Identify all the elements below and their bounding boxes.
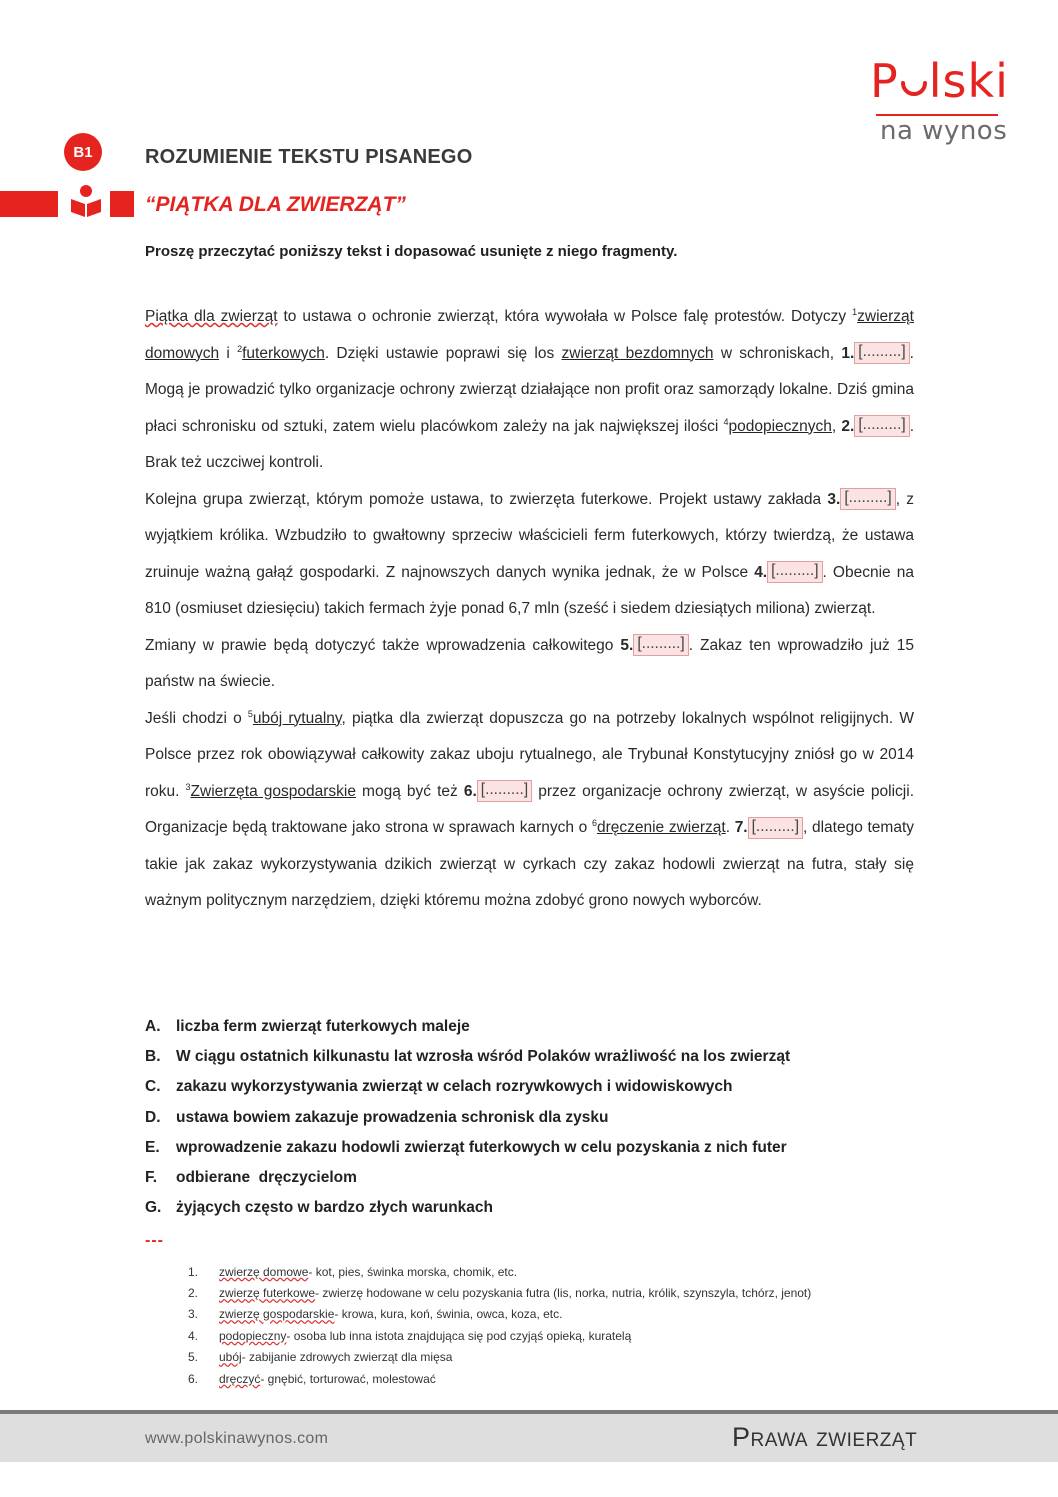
option-c bbox=[145, 1078, 925, 1108]
glossary-definition: - osoba lub inna istota znajdująca się pod czyjąś opieką, kuratelą bbox=[286, 1328, 632, 1343]
glossary-term: podopiecznych bbox=[728, 417, 832, 435]
gap-blank[interactable]: [.........] bbox=[767, 561, 822, 583]
red-bar-right bbox=[110, 191, 134, 217]
answer-options bbox=[145, 1018, 925, 1229]
text-span: . Obecnie na 810 (osmiuset dziesięciu) takich fermach żyje ponad 6,7 mln (sześć i siedem dziesiątych miliona) zwierząt. bbox=[145, 563, 914, 617]
glossary-term: dręczyć bbox=[219, 1371, 261, 1386]
text-span: mogą być też bbox=[356, 782, 464, 800]
text-span: przez organizacje ochrony zwierząt, w asyście policji. Organizacje będą traktowane jako strona w sprawach karnych o bbox=[145, 782, 914, 836]
footnote-ref: 3 bbox=[185, 781, 191, 792]
paragraph-4 bbox=[145, 701, 914, 920]
gap-blank[interactable]: [.........] bbox=[854, 342, 909, 364]
footnote-ref: 5 bbox=[247, 708, 253, 719]
glossary-number: 5. bbox=[188, 1350, 199, 1365]
glossary-term: ubój bbox=[219, 1350, 242, 1365]
logo-subtitle: na wynos bbox=[880, 116, 1008, 146]
option-text: wprowadzenie zakazu hodowli zwierząt futerkowych w celu pozyskania z nich futer bbox=[176, 1138, 787, 1156]
option-b bbox=[145, 1048, 925, 1078]
option-d bbox=[145, 1109, 925, 1139]
text-span: , piątka dla zwierząt dopuszcza go na potrzeby lokalnych wspólnot religijnych. W Polsce przez rok obowiązywał całkowity zakaz uboju rytualnego, ale Trybunał Konstytucyjny zniósł go w 2014 roku. bbox=[145, 709, 915, 800]
option-g bbox=[145, 1199, 925, 1229]
reader-book-icon bbox=[68, 183, 104, 219]
glossary-item bbox=[188, 1282, 928, 1303]
option-text: żyjących często w bardzo złych warunkach bbox=[176, 1199, 494, 1217]
glossary-term: podopieczny bbox=[219, 1328, 287, 1343]
option-text: liczba ferm zwierząt futerkowych maleje bbox=[176, 1018, 470, 1035]
footnote-ref: 6 bbox=[591, 817, 597, 828]
separator-dashes: --- bbox=[145, 1232, 164, 1249]
footnote-ref: 2 bbox=[237, 343, 243, 354]
text-span: Kolejna grupa zwierząt, którym pomoże ustawa, to zwierzęta futerkowe. Projekt ustawy zakłada bbox=[145, 490, 828, 508]
glossary-definition: - gnębić, torturować, molestować bbox=[260, 1371, 436, 1386]
red-bar-left bbox=[0, 191, 58, 217]
text-span: i bbox=[219, 344, 238, 362]
gap-number: 5. bbox=[620, 636, 634, 654]
logo-text-end: lski bbox=[928, 54, 1009, 108]
gap-number: 3. bbox=[827, 490, 841, 508]
text-span: , dlatego tematy takie jak zakaz wykorzystywania dzikich zwierząt w cyrkach czy zakaz hodowli zwierząt na futra, stały się ważnym politycznym narzędziem, dzięki któremu można zdobyć grono nowych wyborców. bbox=[145, 819, 915, 909]
gap-blank[interactable]: [.........] bbox=[633, 634, 688, 656]
text-span: Jeśli chodzi o bbox=[145, 709, 248, 727]
glossary-definition: - zabijanie zdrowych zwierząt dla mięsa bbox=[241, 1350, 453, 1365]
glossary-item bbox=[188, 1304, 928, 1325]
glossary-term: dręczenie zwierząt bbox=[596, 819, 726, 836]
text-span: w schroniskach, bbox=[713, 344, 842, 362]
option-text: ustawa bowiem zakazuje prowadzenia schronisk dla zysku bbox=[176, 1108, 609, 1126]
logo-text-start: P bbox=[870, 54, 899, 108]
instruction: Proszę przeczytać poniższy tekst i dopasować usunięte z niego fragmenty. bbox=[145, 243, 678, 260]
text-span: . Mogą je prowadzić tylko organizacje ochrony zwierząt działające non profit oraz samorządy lokalne. Dziś gmina płaci schronisku od sztuki, zatem wielu placówkom zależy na jak największej ilości bbox=[145, 344, 914, 435]
glossary-number: 1. bbox=[188, 1264, 199, 1279]
option-a bbox=[145, 1018, 925, 1048]
glossary-term: zwierzę domowe bbox=[219, 1264, 309, 1279]
text-span: . Zakaz ten wprowadziło już 15 państw na świecie. bbox=[145, 636, 914, 690]
glossary-term: zwierząt bezdomnych bbox=[561, 344, 714, 362]
glossary-term: zwierzę gospodarskie bbox=[219, 1307, 335, 1322]
paragraph-3 bbox=[145, 628, 914, 701]
section-title: ROZUMIENIE TEKSTU PISANEGO bbox=[145, 146, 473, 168]
footnote-ref: 4 bbox=[723, 416, 729, 427]
footnote-ref: 1 bbox=[852, 306, 858, 317]
logo-smile-icon bbox=[900, 69, 928, 97]
gap-blank[interactable]: [.........] bbox=[840, 488, 895, 510]
gap-number: 2. bbox=[841, 417, 855, 435]
glossary-term: zwierząt domowych bbox=[145, 308, 914, 362]
option-e bbox=[145, 1139, 925, 1169]
glossary-item bbox=[188, 1261, 928, 1282]
text-span: . Brak też uczciwej kontroli. bbox=[145, 417, 914, 471]
footer-topic: Prawa zwierząt bbox=[732, 1422, 918, 1452]
text-span: , z wyjątkiem królika. Wzbudziło to gwałtowny sprzeciw właścicieli ferm futerkowych, którzy twierdzą, że ustawa zruinuje ważną gałąź gospodarki. Z najnowszych danych wynika jednak, że w Polsce bbox=[145, 490, 914, 581]
glossary-number: 4. bbox=[188, 1328, 199, 1343]
option-letter: B. bbox=[145, 1048, 161, 1066]
glossary-definition: - zwierzę hodowane w celu pozyskania futra (lis, norka, nutria, królik, szynszyla, tchórz, jenot) bbox=[315, 1286, 812, 1301]
text-span: Zmiany w prawie będą dotyczyć także wprowadzenia całkowitego bbox=[145, 636, 621, 654]
glossary-item bbox=[188, 1347, 928, 1368]
text-span: Piątka dla zwierząt bbox=[145, 308, 278, 325]
glossary-definition: - kot, pies, świnka morska, chomik, etc. bbox=[308, 1264, 518, 1279]
option-text: W ciągu ostatnich kilkunastu lat wzrosła wśród Polaków wrażliwość na los zwierząt bbox=[176, 1048, 791, 1066]
text-span: . Dzięki ustawie poprawi się los bbox=[324, 344, 562, 362]
text-span: , bbox=[831, 417, 842, 435]
glossary-item bbox=[188, 1325, 928, 1346]
reading-text bbox=[145, 299, 914, 920]
glossary-number: 2. bbox=[188, 1286, 199, 1301]
option-letter: A. bbox=[145, 1018, 161, 1035]
option-letter: G. bbox=[145, 1199, 162, 1217]
text-span: to ustawa o ochronie zwierząt, która wywołała w Polsce falę protestów. Dotyczy bbox=[277, 308, 853, 325]
option-text: odbierane dręczycielom bbox=[176, 1168, 357, 1186]
paragraph-2 bbox=[145, 482, 914, 628]
glossary-number: 3. bbox=[188, 1307, 199, 1322]
glossary-item bbox=[188, 1368, 928, 1389]
option-letter: C. bbox=[145, 1078, 161, 1096]
option-letter: D. bbox=[145, 1108, 161, 1126]
gap-blank[interactable]: [.........] bbox=[477, 780, 532, 802]
gap-blank[interactable]: [.........] bbox=[748, 817, 803, 839]
option-letter: E. bbox=[145, 1138, 160, 1156]
option-text: zakazu wykorzystywania zwierząt w celach rozrywkowych i widowiskowych bbox=[176, 1078, 733, 1096]
paragraph-1 bbox=[145, 299, 914, 482]
glossary-term: zwierzę futerkowe bbox=[219, 1286, 316, 1301]
glossary-list bbox=[188, 1261, 928, 1389]
gap-blank[interactable]: [.........] bbox=[854, 415, 909, 437]
glossary-definition: - krowa, kura, koń, świnia, owca, koza, etc. bbox=[334, 1307, 563, 1322]
glossary-term: Zwierzęta gospodarskie bbox=[190, 782, 356, 800]
glossary-term: futerkowych bbox=[242, 344, 325, 362]
level-badge: B1 bbox=[64, 133, 102, 171]
gap-number: 4. bbox=[754, 563, 768, 581]
option-letter: F. bbox=[145, 1168, 158, 1186]
brand-logo bbox=[870, 54, 1009, 108]
glossary-number: 6. bbox=[188, 1371, 199, 1386]
option-f bbox=[145, 1169, 925, 1199]
gap-number: 1. bbox=[841, 344, 855, 362]
glossary-term: ubój rytualny bbox=[252, 709, 342, 727]
text-span: . bbox=[725, 819, 735, 836]
gap-number: 7. bbox=[734, 819, 748, 836]
gap-number: 6. bbox=[463, 782, 477, 800]
footer-website-link[interactable]: www.polskinawynos.com bbox=[145, 1430, 329, 1447]
exercise-title: “PIĄTKA DLA ZWIERZĄT” bbox=[145, 193, 406, 216]
